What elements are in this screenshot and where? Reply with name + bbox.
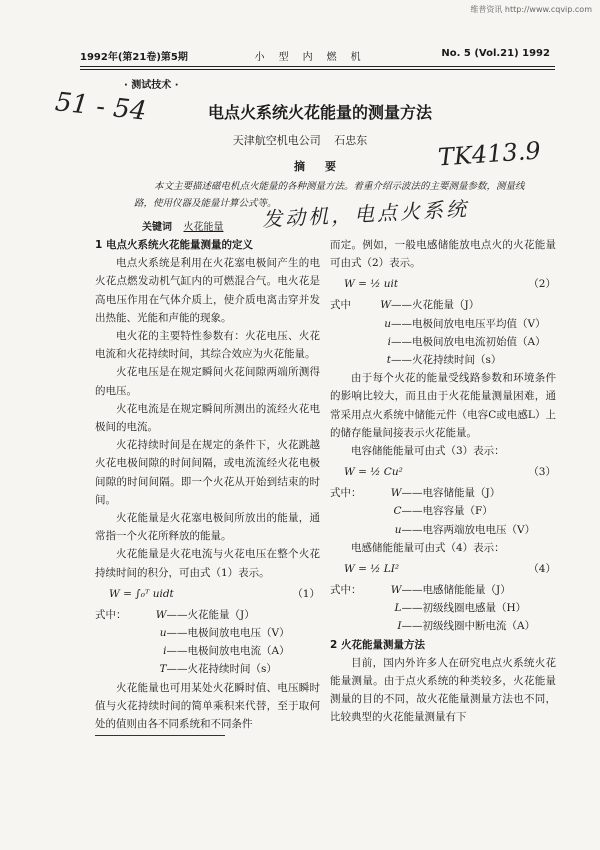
paragraph: 火花电压是在规定瞬间火花间隙两端所测得的电压。 (95, 366, 320, 397)
paragraph: 而定。例如，一般电感储能放电点火的火花能量可由式（2）表示。 (330, 239, 556, 270)
symbol-meaning: ——电极间放电电压（V） (166, 627, 290, 640)
paragraph: 火花能量也可用某处火花瞬时值、电压瞬时值与火花持续时间的简单乘积来代替，至于取何处的值则由各不同系统和不同条件 (95, 681, 320, 731)
right-column (330, 236, 556, 727)
handwritten-class-code: TK413.9 (437, 136, 542, 172)
equation-3 (330, 460, 556, 484)
equation-number: （3） (528, 466, 556, 479)
symbol: u (159, 627, 167, 640)
paragraph: 电感储能能量可由式（4）表示： (351, 541, 505, 554)
paragraph: 火花持续时间是在规定的条件下，火花跳越火花电极间隙的时间间隔，或电流流经火花电极间隙的时间间隔。即一个火花从开始到结束的时间。 (95, 439, 320, 506)
symbol-meaning: ——火花能量（J） (391, 299, 480, 312)
equation-2 (330, 272, 556, 296)
symbol-meaning: ——电感储能能量（J） (401, 584, 511, 597)
defs-lead: 式中 (330, 299, 351, 312)
symbol: T (159, 663, 167, 676)
paragraph: 电点火系统是利用在火花塞电极间产生的电火花点燃发动机气缸内的可燃混合气。电火花是高电压作用在气体介质上，使介质电离击穿并发出热能、光能和声能的现象。 (95, 257, 320, 324)
paragraph: 火花电流是在规定瞬间所测出的流经火花电极间的电流。 (95, 402, 320, 434)
symbol: I (397, 620, 402, 633)
equation-body: W = ½ Cu² (344, 466, 403, 479)
abstract-heading: 摘要 (294, 160, 356, 173)
watermark: 维普资讯 http://www.cqvip.com (470, 5, 592, 14)
symbol: L (394, 602, 402, 615)
paragraph: 目前，国内外许多人在研究电点火系统火花能量测量。由于点火系统的种类较多，火花能量测量的目的不同，故火花能量测量方法也不同，比较典型的火花能量测量有下 (330, 656, 556, 724)
abstract-text: 本文主要描述磁电机点火能量的各种测量方法。着重介绍示波法的主要测量参数，测量线路，使用仪器及能量计算公式等。 (134, 181, 525, 209)
running-header (80, 48, 550, 63)
symbol-meaning: ——火花能量（J） (166, 608, 255, 621)
symbol: t (386, 354, 391, 367)
symbol-definitions (330, 484, 556, 539)
equation-body: W = ½ uit (344, 278, 399, 291)
header-volume: No. 5 (Vol.21) 1992 (441, 48, 550, 59)
symbol-meaning: ——火花持续时间（s） (391, 354, 502, 367)
symbol: C (393, 505, 402, 518)
header-rule (80, 66, 555, 67)
paragraph: 电火花的主要特性参数有：火花电压、火花电流和火花持续时间，其综合效应为火花能量。 (95, 330, 320, 361)
symbol: W (380, 299, 391, 312)
keywords-line (142, 218, 223, 233)
keywords-value: 火花能量 (183, 222, 224, 233)
paragraph: 火花能量是火花电流与火花电压在整个火花持续时间的积分，可由式（1）表示。 (95, 548, 320, 579)
heading-section-1: 1 电点火系统火花能量测量的定义 (95, 239, 253, 251)
symbol-meaning: ——电极间放电电压平均值（V） (391, 317, 546, 330)
symbol-meaning: ——电容容量（F） (401, 505, 493, 518)
equation-number: （2） (528, 278, 556, 291)
equation-number: （1） (292, 587, 320, 600)
symbol-meaning: ——初级线圈中断电流（A） (401, 620, 536, 633)
handwritten-keywords: 发动机，电点火系统 (261, 196, 470, 232)
symbol: i (163, 645, 167, 658)
footnote-rule (95, 735, 225, 736)
defs-lead: 式中： (95, 608, 127, 621)
symbol: i (387, 335, 391, 348)
symbol-meaning: ——火花持续时间（s） (166, 663, 277, 676)
handwritten-pages: 51 - 54 (53, 87, 148, 127)
equation-1 (95, 582, 320, 606)
header-rule-thin (80, 69, 555, 70)
symbol-meaning: ——电极间放电电流（A） (166, 645, 290, 658)
equation-4 (330, 557, 556, 581)
equation-body: W = ∫₀ᵀ uidt (109, 587, 174, 600)
symbol: W (390, 584, 402, 597)
equation-body: W = ½ LI² (344, 562, 400, 575)
header-journal: 小型内燃机 (254, 52, 375, 63)
symbol: u (384, 317, 391, 330)
symbol-meaning: ——电容两端放电电压（V） (401, 523, 536, 536)
symbol-definitions (95, 606, 320, 679)
symbol: W (390, 487, 402, 500)
paragraph: 电容储能能量可由式（3）表示： (351, 445, 505, 458)
symbol-meaning: ——初级线圈电感量（H） (401, 602, 527, 615)
section-label: · 测试技术 · (124, 80, 179, 91)
author-line: 天津航空机电公司 石忠东 (232, 134, 368, 147)
defs-lead: 式中： (330, 584, 362, 597)
paragraph: 火花能量是火花塞电极间所放出的能量，通常指一个火花所释放的能量。 (95, 512, 320, 543)
symbol-definitions (330, 296, 556, 369)
symbol-meaning: ——电极间放电电流初始值（A） (391, 335, 546, 348)
symbol: u (394, 523, 402, 536)
equation-number: （4） (528, 562, 556, 575)
symbol-meaning: ——电容储能量（J） (401, 487, 501, 500)
header-issue: 1992年(第21卷)第5期 (80, 52, 188, 63)
left-column (95, 236, 320, 733)
keywords-label: 关键词 (142, 222, 172, 233)
paragraph: 由于每个火花的能量受线路参数和环境条件的影响比较大，而且由于火花能量测量困难，通常采用点火系统中储能元件（电容C或电感L）上的储存能量间接表示火花能量。 (330, 372, 556, 439)
symbol-definitions (330, 581, 556, 636)
defs-lead: 式中： (330, 487, 362, 500)
paper-title: 电点火系统火花能量的测量方法 (207, 103, 432, 122)
heading-section-2: 2 火花能量测量方法 (330, 638, 425, 651)
symbol: W (155, 608, 167, 621)
